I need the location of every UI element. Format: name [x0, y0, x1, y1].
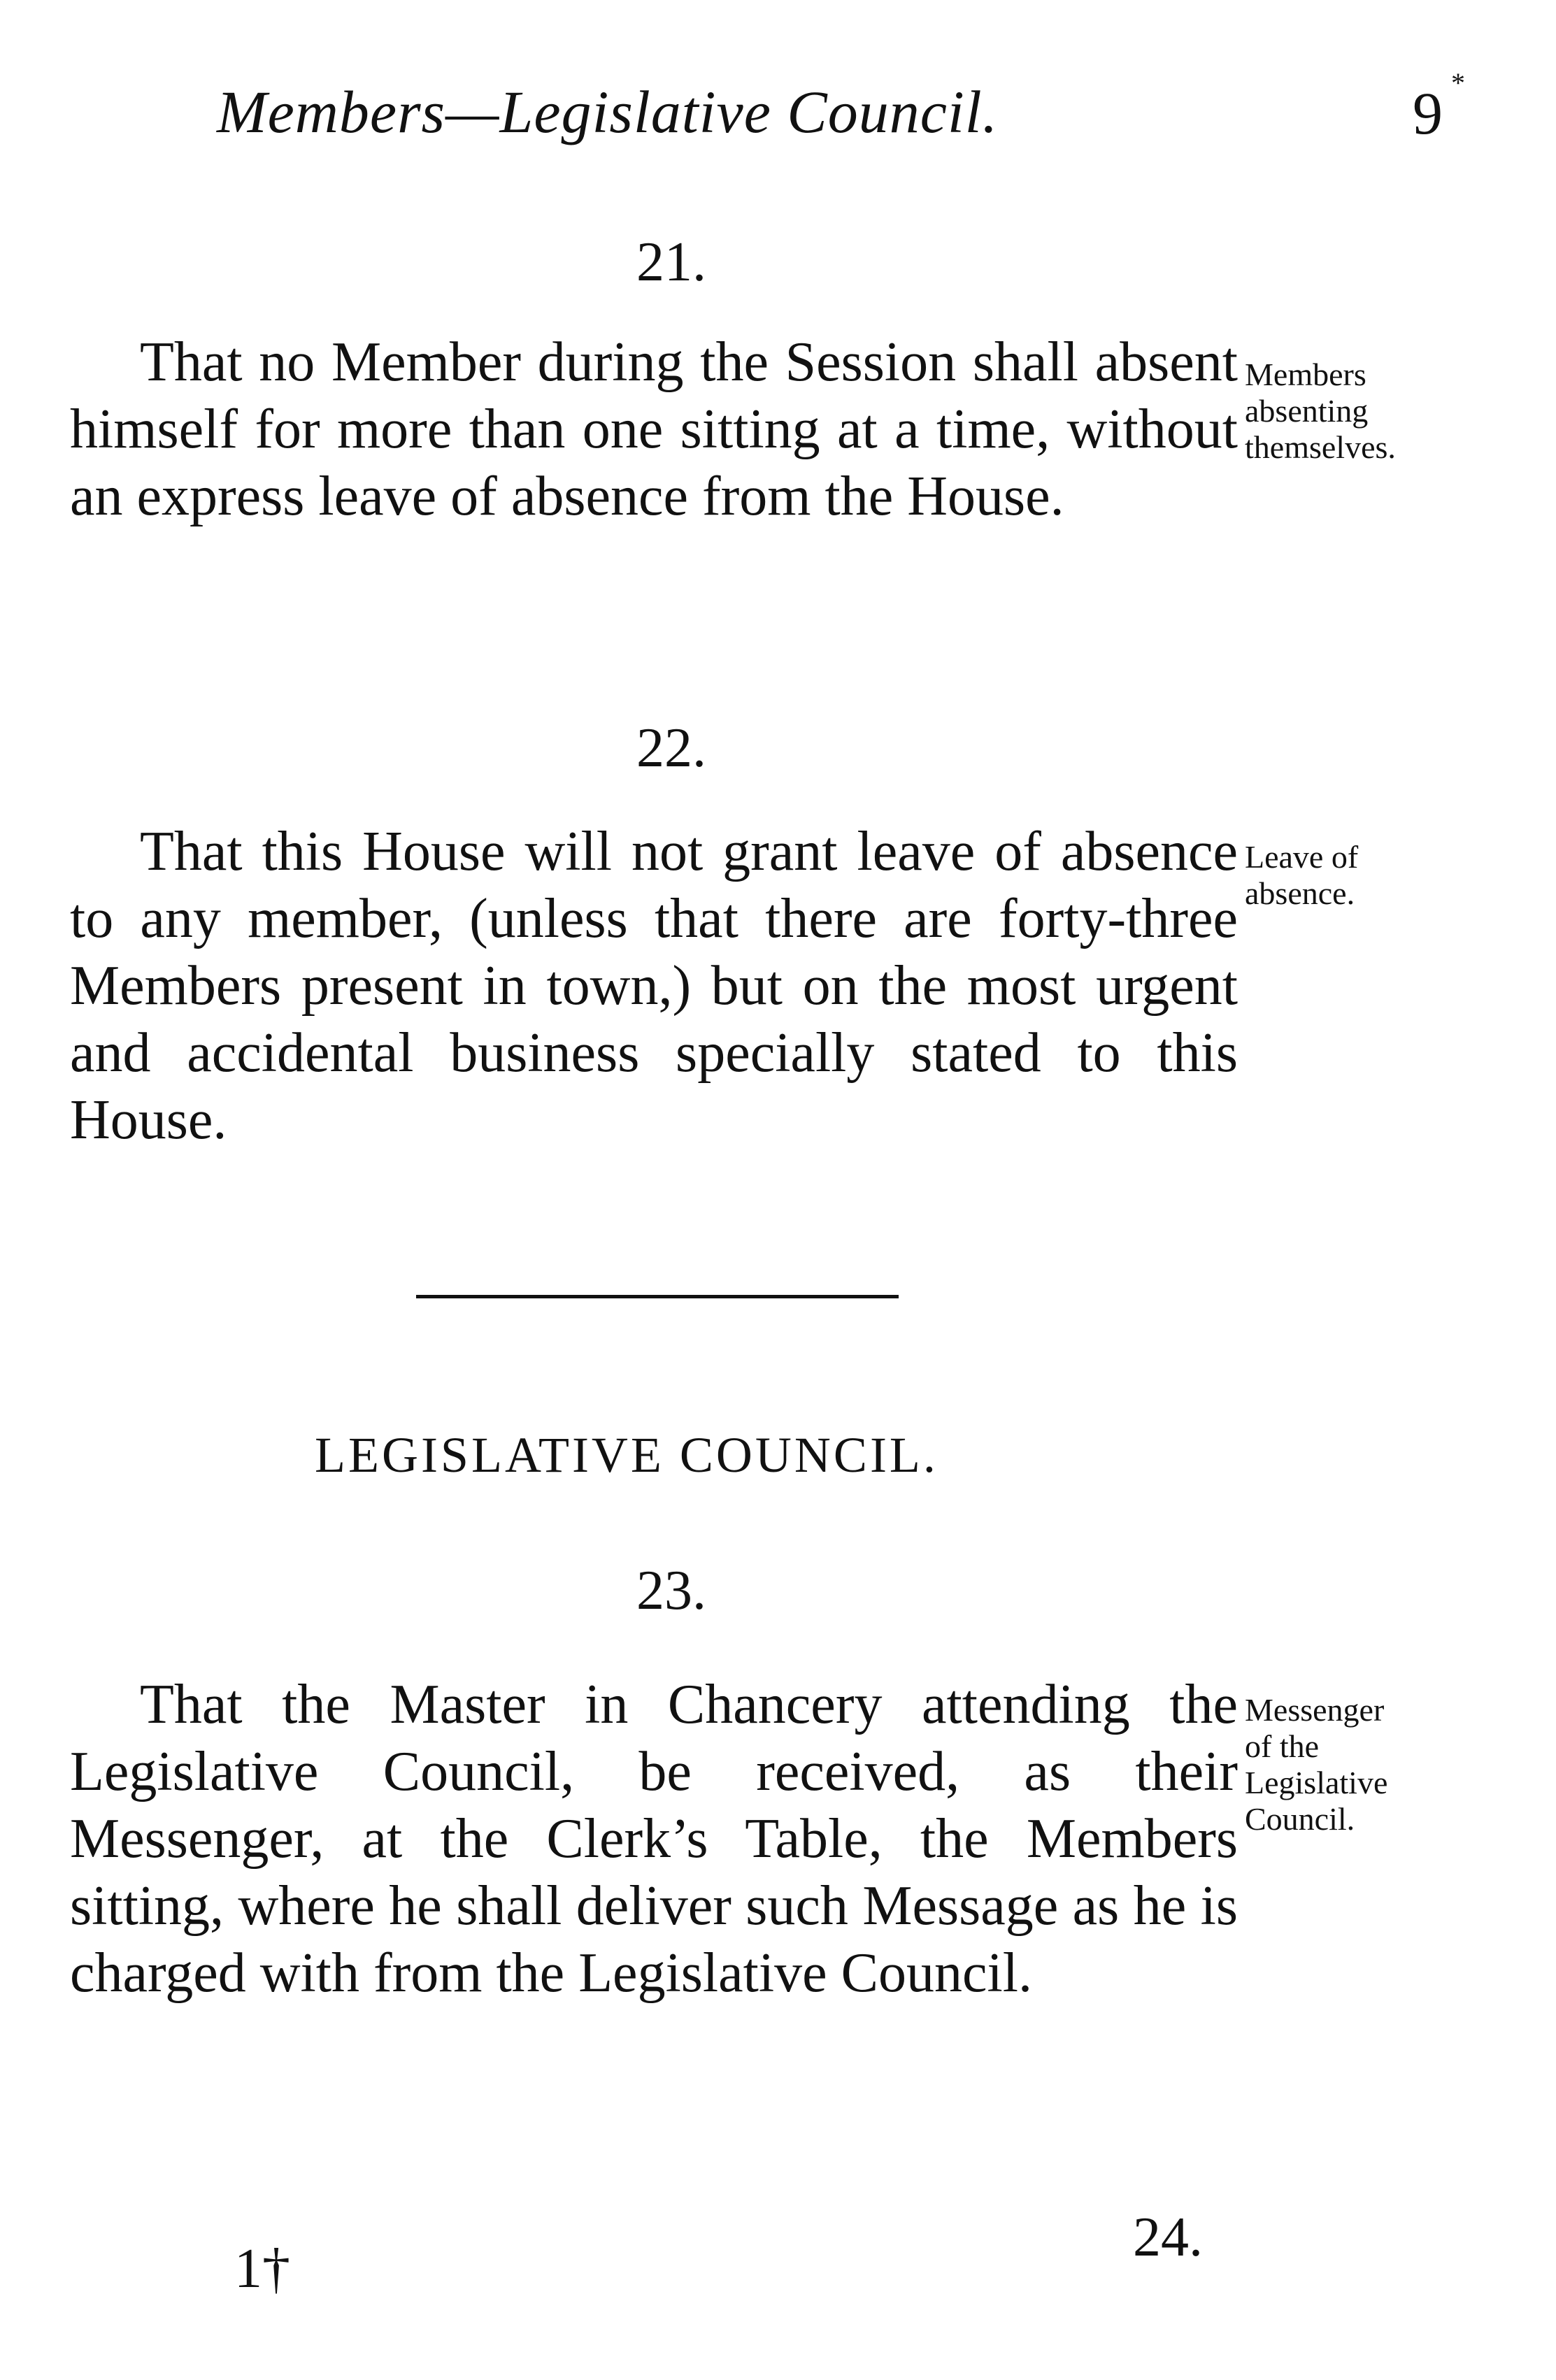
page-number-mark: * [1451, 67, 1465, 99]
rule-21-number: 21. [636, 231, 706, 293]
catchword: 24. [1133, 2207, 1203, 2268]
rule-22-margin-note: Leave of absence. [1245, 839, 1359, 911]
rule-22-text [70, 818, 1238, 1154]
rule-21-body: That no Member during the Session shall absent himself for more than one sitting at a time, without an express leave of absence from the House. [70, 331, 1238, 527]
rule-21-text [70, 329, 1238, 530]
page-number: 9 [1413, 80, 1443, 147]
rule-21-margin-note: Members absenting themselves. [1245, 357, 1396, 465]
running-title: Members—Legislative Council. [217, 78, 999, 145]
signature-mark: 1† [234, 2238, 290, 2300]
rule-22-number: 22. [636, 717, 706, 779]
rule-23-margin-note: Messenger of the Legislative Council. [1245, 1692, 1388, 1837]
rule-22-body: That this House will not grant leave of absence to any member, (unless that there are forty-three Members present in town,) but on the most urgent and accidental business specially stated to this House. [70, 821, 1238, 1151]
rule-23-body: That the Master in Chancery attending the Legislative Council, be received, as their Messenger, at the Clerk’s Table, the Members sitting, where he shall deliver such Message as he is charged with from the Legislative Council. [70, 1674, 1238, 2004]
section-divider [416, 1295, 899, 1298]
section-heading: LEGISLATIVE COUNCIL. [315, 1427, 938, 1483]
rule-23-text [70, 1671, 1238, 2007]
rule-23-number: 23. [636, 1560, 706, 1621]
